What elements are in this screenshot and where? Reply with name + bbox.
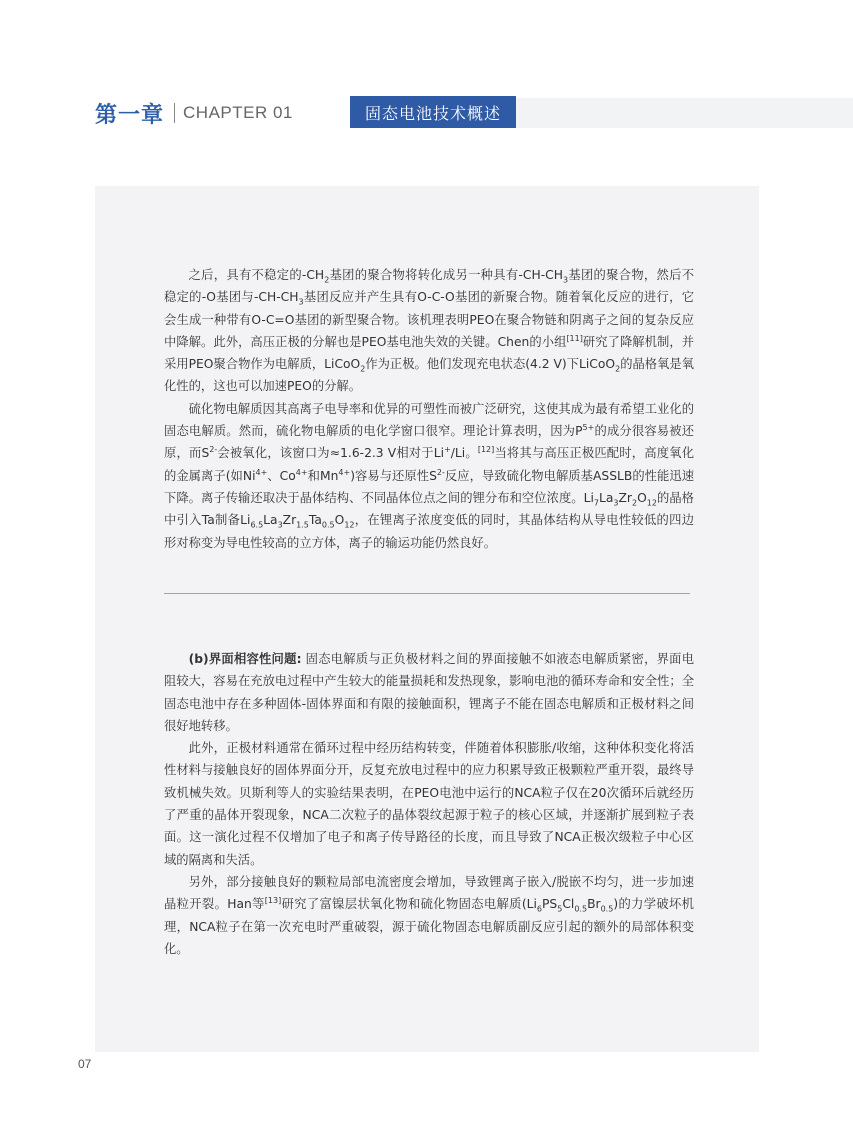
text-run: 固态电解质与正负极材料之间的界面接触不如液态电解质紧密，界面电阻较大，容易在充放电过程中产生较大的能量损耗和发热现象，影响电池的循环寿命和安全性；全固态电池中存在多种固体-固体界面和有限的接触面积，锂离子不能在固态电解质和正极材料之间很好地转移。 xyxy=(164,652,694,733)
subsection-heading: (b)界面相容性问题: xyxy=(188,652,302,666)
subscript: 5 xyxy=(557,904,563,914)
chapter-divider xyxy=(174,103,175,123)
subscript: 3 xyxy=(277,520,283,530)
text-run: O xyxy=(637,490,647,505)
text-run: 硫化物电解质因其高离子电导率和优异的可塑性而被广泛研究，这使其成为最有希望工业化的固态电解质。然而，硫化物电解质的电化学窗口很窄。理论计算表明，因为P xyxy=(164,401,694,439)
text-run: La xyxy=(263,513,278,528)
text-run: 研究了降解机制，并采用PEO聚合物作为电解质，LiCoO xyxy=(164,334,694,372)
text-run: ，在锂离子浓度变低的同时，其晶体结构从导电性较低的四边形对称变为导电性较高的立方体，离子的输运功能仍然良好。 xyxy=(164,513,694,550)
superscript: 4+ xyxy=(338,467,351,477)
subscript: 2 xyxy=(324,275,330,285)
superscript: 5+ xyxy=(582,422,595,432)
text-run: 的成分很容易被还原，而S xyxy=(164,424,694,461)
subscript: 12 xyxy=(344,520,355,530)
text-run: /Li。 xyxy=(450,446,478,461)
text-run: 研究了富镍层状氧化物和硫化物固态电解质(Li xyxy=(281,897,537,912)
citation: [12] xyxy=(477,445,495,455)
text-run: 基团的聚合物，然后不稳定的-O基团与-CH-CH xyxy=(164,268,694,305)
text-run: 此外，正极材料通常在循环过程中经历结构转变，伴随着体积膨胀/收缩，这种体积变化将活性材料与接触良好的固体界面分开，反复充放电过程中的应力积累导致正极颗粒严重开裂，最终导致机械失效。贝斯利等人的实验结果表明，在PEO电池中运行的NCA粒子仅在20次循环后就经历了严重的晶体开裂现象，NCA二次粒子的晶体裂纹起源于粒子的核心区域，并逐渐扩展到粒子表面。这一演化过程不仅增加了电子和离子传导路径的长度，而且导致了NCA正极次级粒子中心区域的隔离和失活。 xyxy=(164,741,694,867)
chapter-heading xyxy=(95,98,293,128)
subscript: 0.5 xyxy=(600,904,614,914)
subscript: 6 xyxy=(536,904,542,914)
text-run: 基团反应并产生具有O-C-O基团的新聚合物。随着氧化反应的进行，它会生成一种带有O-C=O基团的新型聚合物。该机理表明PEO在聚合物链和阴离子之间的复杂反应中降解。此外，高压正极的分解也是PEO基电池失效的关键。Chen的小组 xyxy=(164,290,694,349)
superscript: 2- xyxy=(209,445,218,455)
text-run: Br xyxy=(587,897,601,912)
text-run: 的晶格中引入Ta制备Li xyxy=(164,490,694,528)
text-run: 之后，具有不稳定的-CH xyxy=(188,268,325,282)
superscript: 4+ xyxy=(255,467,268,477)
subscript: 0.5 xyxy=(574,904,588,914)
chapter-title-cn: 第一章 xyxy=(95,102,165,128)
paragraph xyxy=(164,398,694,554)
text-block-1 xyxy=(164,264,694,554)
subscript: 2 xyxy=(615,364,621,374)
subscript: 0.5 xyxy=(321,520,335,530)
text-run: 、Co xyxy=(267,468,296,483)
text-run: 当将其与高压正极匹配时，高度氧化的金属离子(如Ni xyxy=(164,446,694,483)
superscript: + xyxy=(444,445,451,455)
text-run: Zr xyxy=(618,490,632,505)
text-run: )的力学破坏机理，NCA粒子在第一次充电时严重破裂，源于硫化物固态电解质副反应引起的额外的局部体积变化。 xyxy=(164,897,694,956)
citation: [13] xyxy=(264,896,282,906)
subscript: 7 xyxy=(593,498,600,508)
subscript: 6.5 xyxy=(250,520,264,530)
text-run: 的晶格氧是氧化性的，这也可以加速PEO的分解。 xyxy=(164,357,694,394)
subscript: 12 xyxy=(646,498,657,508)
text-run: La xyxy=(599,490,614,505)
subscript: 2 xyxy=(360,364,366,374)
text-run: 另外，部分接触良好的颗粒局部电流密度会增加，导致锂离子嵌入/脱嵌不均匀，进一步加速晶粒开裂。Han等 xyxy=(164,874,694,912)
paragraph xyxy=(164,871,694,960)
subscript: 3 xyxy=(613,498,619,508)
superscript: 2- xyxy=(436,467,445,477)
superscript: 4+ xyxy=(295,467,308,477)
text-run: 反应，导致硫化物电解质基ASSLB的性能迅速下降。离子传输还取决于晶体结构、不同晶体位点之间的锂分布和空位浓度。Li xyxy=(164,468,694,505)
subscript: 2 xyxy=(631,498,638,508)
section-divider xyxy=(164,593,690,594)
text-run: 和Mn xyxy=(307,468,339,483)
text-block-2 xyxy=(164,648,694,960)
text-run: 作为正极。他们发现充电状态(4.2 V)下LiCoO xyxy=(365,357,616,372)
text-run: Cl xyxy=(562,897,575,912)
text-run: O xyxy=(334,513,345,528)
subscript: 1.5 xyxy=(296,520,309,530)
subscript: 3 xyxy=(562,275,569,285)
subscript: 3 xyxy=(298,297,304,307)
text-run: )容易与还原性S xyxy=(350,468,437,483)
section-title: 固态电池技术概述 xyxy=(350,96,516,128)
paragraph xyxy=(164,648,694,737)
text-run: Zr xyxy=(282,513,297,528)
text-run: PS xyxy=(542,897,558,912)
text-run: 基团的聚合物将转化成另一种具有-CH-CH xyxy=(329,268,563,282)
text-run: Ta xyxy=(308,513,322,528)
text-run: 会被氧化，该窗口为≈1.6-2.3 V相对于Li xyxy=(217,446,445,461)
paragraph xyxy=(164,264,694,398)
page-number: 07 xyxy=(78,1057,92,1071)
paragraph xyxy=(164,737,694,871)
citation: [11] xyxy=(566,333,583,343)
chapter-title-en: CHAPTER 01 xyxy=(183,103,293,122)
